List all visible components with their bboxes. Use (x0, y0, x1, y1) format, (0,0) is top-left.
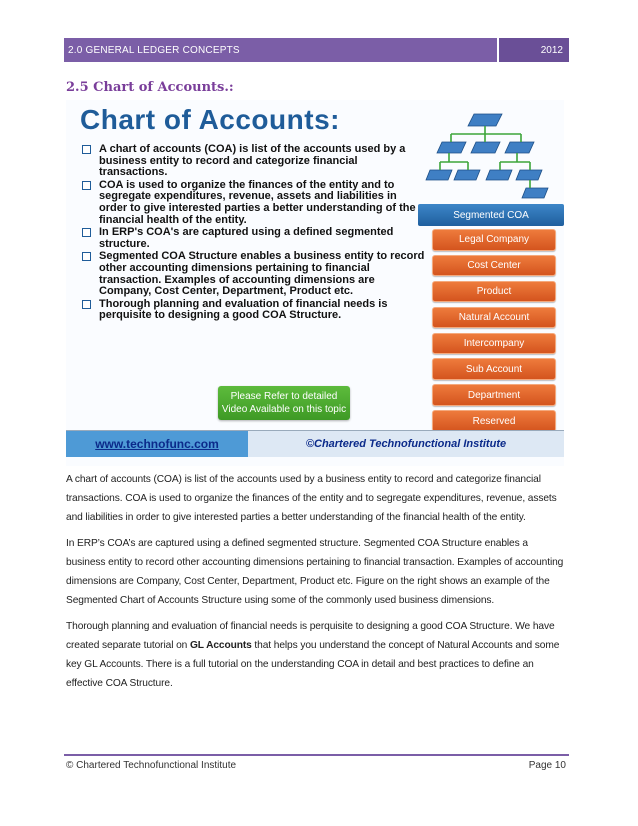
gl-accounts-link[interactable]: GL Accounts (189, 640, 252, 651)
slide-bullet (82, 144, 427, 179)
slide-bullet-text: A chart of accounts (COA) is list of the accounts used by a business entity to record and categorize financial transactions. (99, 143, 406, 179)
slide-bullet (82, 180, 427, 226)
segmented-coa-header: Segmented COA (418, 204, 564, 226)
slide-bullet (82, 227, 427, 250)
slide-bullet-text: Segmented COA Structure enables a business entity to record other accounting dimensions pertaining to financial transaction. Examples of accounting dimensions are Company, Cost Center, Department, Product etc. (99, 250, 425, 298)
checkbox-bullet-icon (82, 181, 91, 190)
page-footer (66, 760, 566, 771)
slide-bullet (82, 251, 427, 297)
paragraph (66, 617, 568, 693)
segment-item: Product (432, 281, 556, 303)
slide-bullet-text: In ERP's COA's are captured using a defined segmented structure. (99, 226, 394, 250)
header-title: 2.0 GENERAL LEDGER CONCEPTS (68, 44, 240, 56)
segmented-coa-list (432, 204, 556, 436)
checkbox-bullet-icon (82, 300, 91, 309)
slide-bullet-text: Thorough planning and evaluation of financial needs is perquisite to designing a good COA Structure. (99, 297, 388, 322)
video-note-line: Please Refer to detailed (230, 391, 338, 402)
video-note-line: Video Available on this topic (221, 404, 347, 415)
slide-copyright: ©Chartered Technofunctional Institute (248, 431, 564, 457)
paragraph-text: Thorough planning and evaluation of financial needs is perquisite to designing a good COA Structure. We have created separate tutorial on (66, 621, 555, 651)
paragraph-text: that helps you understand the concept of Natural Accounts and some key GL Accounts. There is a full tutorial on the understanding COA in detail and best practices to define an effective COA Structure. (66, 640, 560, 689)
header-year: 2012 (497, 38, 569, 62)
slide-bullet (82, 299, 427, 322)
segment-item: Department (432, 384, 556, 406)
checkbox-bullet-icon (82, 228, 91, 237)
slide-bullet-text: COA is used to organize the finances of the entity and to segregate expenditures, revenue, assets and liabilities in order to give interested parties a better understanding of the financial health of the entity. (99, 178, 416, 226)
footer-divider (64, 754, 569, 756)
chart-of-accounts-slide (66, 100, 564, 466)
page-number: Page 10 (528, 760, 566, 771)
slide-footer (66, 430, 564, 457)
paragraph: In ERP’s COA’s are captured using a defined segmented structure. Segmented COA Structure enables a business entity to record other accounting dimensions pertaining to financial transaction. Examples of accounting dimensions are Company, Cost Center, Department, Product etc. Figure on the right shows an example of the Segmented Chart of Accounts Structure using some of the commonly used business dimensions. (66, 538, 564, 606)
segment-item: Intercompany (432, 333, 556, 355)
segment-item: Cost Center (432, 255, 556, 277)
body-text (66, 470, 568, 700)
segment-item: Reserved (432, 410, 556, 432)
segment-item: Natural Account (432, 307, 556, 329)
checkbox-bullet-icon (82, 145, 91, 154)
segment-item: Legal Company (432, 229, 556, 251)
paragraph: A chart of accounts (COA) is list of the accounts used by a business entity to record and categorize financial transactions. COA is used to organize the finances of the entity and to segregate expenditures, revenue, assets and liabilities in order to give interested parties a better understanding of the financial health of the entity. (66, 474, 557, 523)
footer-copyright: © Chartered Technofunctional Institute (66, 760, 237, 771)
slide-title: Chart of Accounts: (80, 104, 340, 135)
checkbox-bullet-icon (82, 252, 91, 261)
page-header (64, 38, 569, 62)
video-note-button[interactable] (218, 386, 350, 420)
segment-item: Sub Account (432, 358, 556, 380)
slide-bullet-list (82, 144, 427, 323)
website-link[interactable]: www.technofunc.com (66, 431, 248, 457)
section-title: 2.5 Chart of Accounts.: (66, 80, 234, 95)
org-chart-icon (424, 108, 560, 204)
